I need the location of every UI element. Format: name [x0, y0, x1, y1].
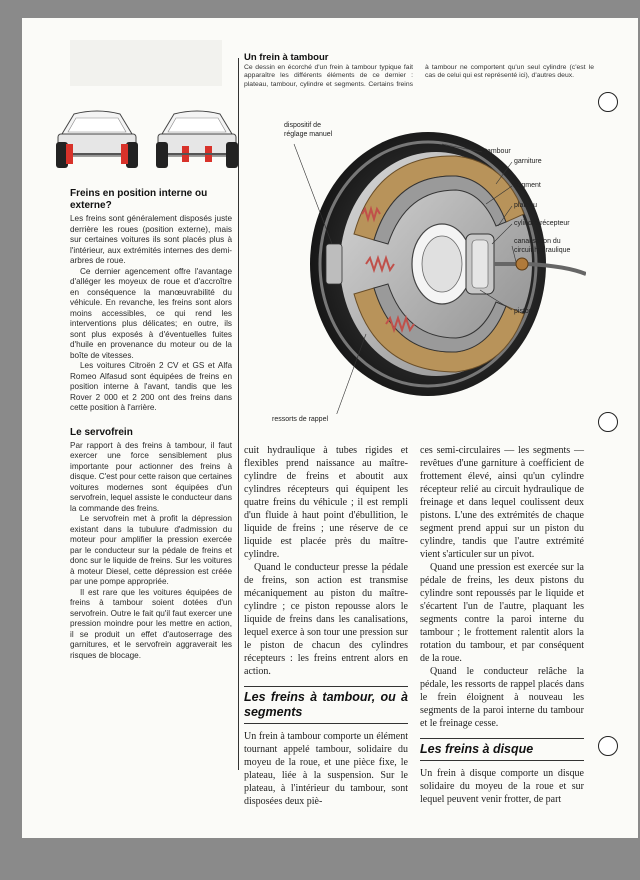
column-divider: [238, 58, 239, 770]
body-column-3: [420, 444, 584, 806]
label-piston: piston: [514, 308, 533, 315]
sidebar-heading-position: Freins en position interne ou externe?: [70, 188, 208, 211]
binder-hole-middle: [598, 412, 618, 432]
label-canalisation: canalisation du circuit hydraulique: [514, 238, 571, 254]
diagram-caption-title: Un frein à tambour: [244, 52, 329, 63]
paragraph: Quand une pression est exercée sur la pédale de freins, les deux pistons du cylindre sont repoussés par le liquide et s'écartent l'un de l'autre, plaquant les segments contre la paroi interne du tambour ; le frottement ralentit alors la rotation du tambour, et par conséquent de la roue.: [420, 562, 584, 664]
label-ressorts: ressorts de rappel: [272, 416, 329, 423]
paragraph: Quand le conducteur presse la pédale de freins, son action est transmise mécaniquement au piston du maître-cylindre ; ce piston repousse alors le liquide de freins dans les canalisations, lequel exerce à son tour une pression sur le piston de chacun des cylindres récepteurs : les freins entrent alors en action.: [244, 562, 408, 677]
diagram-caption: [244, 52, 594, 89]
label-plateau: plateau: [514, 202, 537, 209]
paragraph: Les voitures Citroën 2 CV et GS et Alfa Romeo Alfasud sont équipées de freins en position interne à l'avant, tandis que les Rover 2 000 et 2 200 ont des freins dans cette position à l'arrière.: [70, 361, 232, 412]
heading-rule: [420, 760, 584, 761]
sidebar-heading-servofrein: Le servofrein: [70, 426, 133, 438]
label-cylindre: cylindre récepteur: [514, 220, 570, 227]
dispositif-reglage: [326, 244, 342, 284]
car-external-brakes-icon: [56, 111, 138, 168]
label-segment: segment: [514, 182, 541, 189]
sidebar-column: [70, 188, 232, 661]
paragraph: cuit hydraulique à tubes rigides et flexibles prend naissance au maître-cylindre de freins et aboutit aux cylindres récepteurs qui équipent les quatre freins du véhicule ; il est rempli d'un fluide à haut point d'ébullition, le liquide de freins ; une réserve de ce liquide est placée près du maître-cylindre.: [244, 445, 408, 560]
section-heading-tambour: Les freins à tambour, ou à segments: [244, 690, 408, 719]
paragraph: Ce dernier agencement offre l'avantage d'alléger les moyeux de roue et d'accroître en conséquence la manœuvrabilité du véhicule. En revanche, les freins sont alors moins accessibles, ce qui rend les interventions plus délicates; en outre, ils sont plus exposés à d'éventuelles fuites d'huile en provenance du moteur ou de la boîte de vitesses.: [70, 266, 232, 360]
magazine-page: [22, 18, 638, 838]
label-dispositif: dispositif de réglage manuel: [284, 122, 333, 138]
body-column-2: [244, 444, 408, 808]
paragraph: Quand le conducteur relâche la pédale, les ressorts de rappel placés dans le frein éloignent à nouveau les segments de la paroi interne du tambour et le freinage cesse.: [420, 666, 584, 729]
paragraph: Les freins sont généralement disposés juste derrière les roues (position externe), mais sur certaines voitures ils sont placés plus à l'intérieur, aux extrémités internes des demi-arbres de roue.: [70, 214, 232, 265]
bleed-through-block: [70, 40, 222, 86]
paragraph: Le servofrein met à profit la dépression existant dans la tubulure d'admission du moteur pour amplifier la pression exercée par le conducteur sur la pédale de freins et donc sur le liquide de freins. Sur les voitures à moteur Diesel, cette dépression est créée par une pompe appropriée.: [70, 514, 232, 586]
paragraph: Un frein à disque comporte un disque solidaire du moyeu de la roue et sur lequel peuvent venir frotter, de part: [420, 768, 584, 805]
heading-rule: [244, 723, 408, 724]
car-rear-illustrations: [52, 106, 252, 176]
binder-hole-top: [598, 92, 618, 112]
paragraph: Par rapport à des freins à tambour, il faut exercer une force sensiblement plus importante pour actionner des freins à disque. C'est pour cette raison que certaines voitures modernes sont équipées d'un servofrein, lequel assiste le conducteur dans la commande des freins.: [70, 440, 232, 513]
binder-hole-bottom: [598, 736, 618, 756]
sidebar-text-position: [70, 214, 232, 414]
sidebar-text-servofrein: [70, 441, 232, 662]
paragraph: Un frein à tambour comporte un élément tournant appelé tambour, solidaire du moyeu de la roue, et une pièce fixe, le plateau, liée à la suspension. Sur le plateau, à l'intérieur du tambour, sont disposées deux piè-: [244, 731, 408, 807]
paragraph: ces semi-circulaires — les segments — revêtues d'une garniture à coefficient de frottement élevé, ainsi qu'un cylindre récepteur relié au circuit hydraulique de freinage et dans lequel coulissent deux pistons. L'une des extrémités de chaque segment prend appui sur un piston du cylindre, tandis que l'autre extrémité vient s'articuler sur un pivot.: [420, 445, 584, 560]
label-garniture: garniture: [514, 158, 542, 165]
section-heading-disque: Les freins à disque: [420, 742, 534, 756]
paragraph: Il est rare que les voitures équipées de freins à tambour soient dotées d'un servofrein. Outre le fait qu'il faut exercer une pression moindre pour les mettre en action, il se produit un effet d'autoserrage des garnitures, et le servofrein aggraverait les risques de blocage.: [70, 587, 232, 660]
diagram-caption-text: Ce dessin en écorché d'un frein à tambour typique fait apparaître les différents éléments de ce dernier : plateau, tambour, cylindre et segments. Certains freins à tambour ne comportent qu'un seul cylindre (c'est le cas de celui qui est représenté ici), d'autres deux.: [244, 64, 594, 88]
label-tambour: tambour: [485, 148, 511, 155]
car-internal-brakes-icon: [156, 111, 238, 168]
heading-rule: [244, 686, 408, 687]
heading-rule: [420, 738, 584, 739]
